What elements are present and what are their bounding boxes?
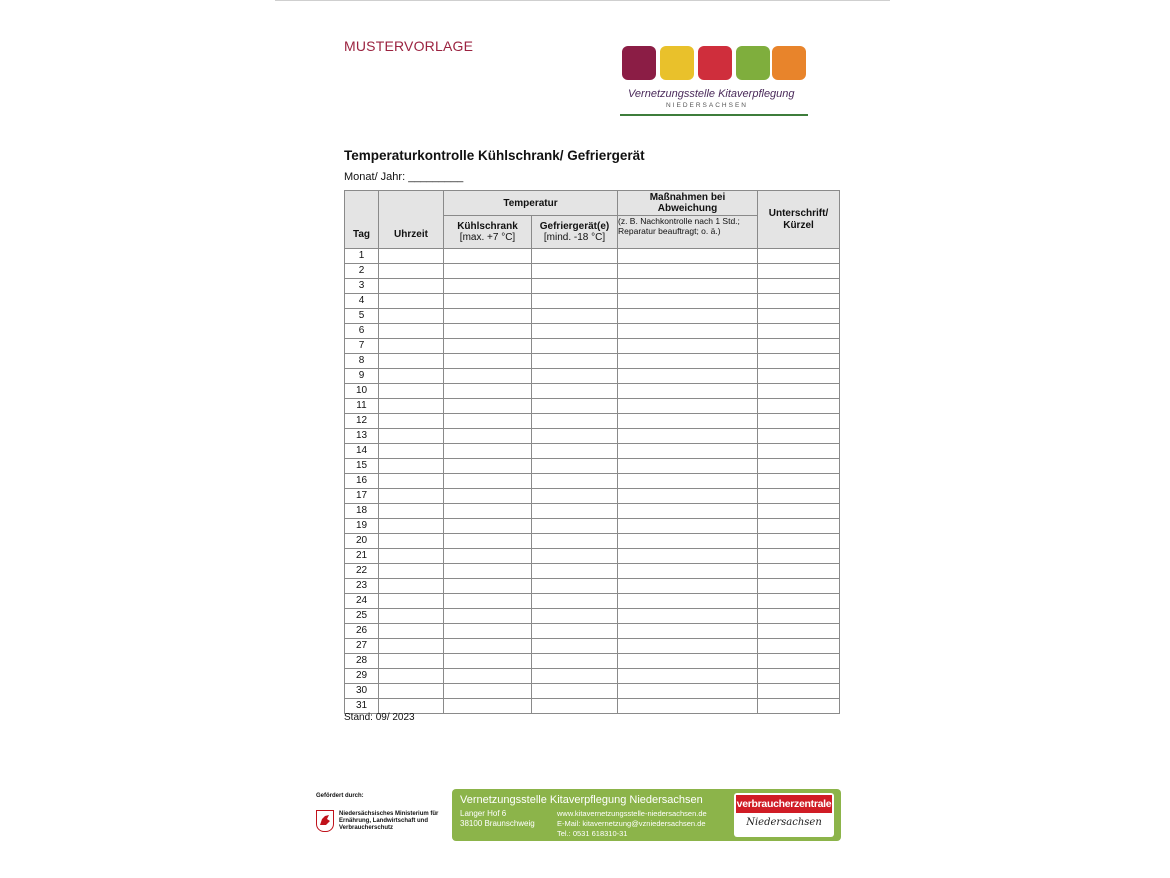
fridge-temp-cell[interactable] bbox=[444, 279, 532, 294]
freezer-temp-cell[interactable] bbox=[532, 354, 618, 369]
table-row bbox=[345, 369, 840, 384]
signature-cell[interactable] bbox=[758, 414, 840, 429]
fridge-temp-cell[interactable] bbox=[444, 369, 532, 384]
day-cell: 18 bbox=[345, 504, 379, 519]
measures-cell[interactable] bbox=[618, 324, 758, 339]
freezer-temp-cell[interactable] bbox=[532, 399, 618, 414]
day-cell: 24 bbox=[345, 594, 379, 609]
signature-cell[interactable] bbox=[758, 399, 840, 414]
time-cell[interactable] bbox=[379, 624, 444, 639]
freezer-temp-cell[interactable] bbox=[532, 594, 618, 609]
measures-cell[interactable] bbox=[618, 669, 758, 684]
day-cell: 31 bbox=[345, 699, 379, 714]
document-title: Temperaturkontrolle Kühlschrank/ Gefriergerät bbox=[344, 148, 645, 163]
table-row bbox=[345, 564, 840, 579]
signature-cell[interactable] bbox=[758, 549, 840, 564]
measures-cell[interactable] bbox=[618, 639, 758, 654]
time-cell[interactable] bbox=[379, 669, 444, 684]
signature-cell[interactable] bbox=[758, 669, 840, 684]
measures-cell[interactable] bbox=[618, 399, 758, 414]
fridge-temp-cell[interactable] bbox=[444, 504, 532, 519]
table-row bbox=[345, 684, 840, 699]
header-gefriergeraet bbox=[532, 216, 618, 249]
freezer-temp-cell[interactable] bbox=[532, 444, 618, 459]
measures-cell[interactable] bbox=[618, 549, 758, 564]
day-cell: 25 bbox=[345, 609, 379, 624]
day-cell: 14 bbox=[345, 444, 379, 459]
freezer-temp-cell[interactable] bbox=[532, 684, 618, 699]
signature-cell[interactable] bbox=[758, 609, 840, 624]
header-massnahmen-note: (z. B. Nachkontrolle nach 1 Std.; Reparatur beauftragt; o. ä.) bbox=[618, 216, 758, 249]
vz-region: Niedersachsen bbox=[746, 817, 822, 828]
table-row bbox=[345, 549, 840, 564]
logo-square-pot-icon bbox=[772, 46, 806, 80]
freezer-temp-cell[interactable] bbox=[532, 414, 618, 429]
freezer-temp-cell[interactable] bbox=[532, 279, 618, 294]
temperature-table bbox=[344, 190, 840, 714]
freezer-temp-cell[interactable] bbox=[532, 459, 618, 474]
fridge-temp-cell[interactable] bbox=[444, 324, 532, 339]
freezer-temp-cell[interactable] bbox=[532, 564, 618, 579]
day-cell: 27 bbox=[345, 639, 379, 654]
time-cell[interactable] bbox=[379, 249, 444, 264]
template-label: MUSTERVORLAGE bbox=[344, 38, 474, 54]
table-row bbox=[345, 579, 840, 594]
table-row bbox=[345, 594, 840, 609]
time-cell[interactable] bbox=[379, 339, 444, 354]
table-row bbox=[345, 609, 840, 624]
day-cell: 11 bbox=[345, 399, 379, 414]
freezer-temp-cell[interactable] bbox=[532, 549, 618, 564]
day-cell: 8 bbox=[345, 354, 379, 369]
fridge-temp-cell[interactable] bbox=[444, 249, 532, 264]
time-cell[interactable] bbox=[379, 399, 444, 414]
contact-website[interactable]: www.kitavernetzungsstelle-niedersachsen.de bbox=[557, 809, 707, 818]
fridge-temp-cell[interactable] bbox=[444, 399, 532, 414]
time-cell[interactable] bbox=[379, 609, 444, 624]
table-row bbox=[345, 324, 840, 339]
time-cell[interactable] bbox=[379, 264, 444, 279]
logo-text: Vernetzungsstelle Kitaverpflegung bbox=[628, 88, 795, 100]
header-kuehlschrank-limit: [max. +7 °C] bbox=[459, 232, 516, 243]
measures-cell[interactable] bbox=[618, 579, 758, 594]
fridge-temp-cell[interactable] bbox=[444, 489, 532, 504]
signature-cell[interactable] bbox=[758, 384, 840, 399]
niedersachsen-horse-icon bbox=[316, 810, 334, 832]
freezer-temp-cell[interactable] bbox=[532, 699, 618, 714]
time-cell[interactable] bbox=[379, 504, 444, 519]
freezer-temp-cell[interactable] bbox=[532, 264, 618, 279]
header-gefriergeraet-limit: [mind. -18 °C] bbox=[543, 232, 606, 243]
fridge-temp-cell[interactable] bbox=[444, 339, 532, 354]
table-row bbox=[345, 444, 840, 459]
contact-box bbox=[452, 789, 841, 841]
measures-cell[interactable] bbox=[618, 264, 758, 279]
signature-cell[interactable] bbox=[758, 444, 840, 459]
freezer-temp-cell[interactable] bbox=[532, 654, 618, 669]
freezer-temp-cell[interactable] bbox=[532, 624, 618, 639]
time-cell[interactable] bbox=[379, 384, 444, 399]
freezer-temp-cell[interactable] bbox=[532, 249, 618, 264]
time-cell[interactable] bbox=[379, 324, 444, 339]
fridge-temp-cell[interactable] bbox=[444, 264, 532, 279]
time-cell[interactable] bbox=[379, 444, 444, 459]
table-row bbox=[345, 384, 840, 399]
logo-square-cutlery-icon bbox=[660, 46, 694, 80]
day-cell: 26 bbox=[345, 624, 379, 639]
freezer-temp-cell[interactable] bbox=[532, 339, 618, 354]
time-cell[interactable] bbox=[379, 594, 444, 609]
table-row bbox=[345, 639, 840, 654]
signature-cell[interactable] bbox=[758, 354, 840, 369]
funded-by-label: Gefördert durch: bbox=[316, 793, 364, 799]
contact-address bbox=[460, 809, 535, 829]
signature-cell[interactable] bbox=[758, 654, 840, 669]
logo-square-people-icon bbox=[698, 46, 732, 80]
table-row bbox=[345, 699, 840, 714]
day-cell: 12 bbox=[345, 414, 379, 429]
measures-cell[interactable] bbox=[618, 294, 758, 309]
fridge-temp-cell[interactable] bbox=[444, 309, 532, 324]
table-row bbox=[345, 489, 840, 504]
signature-cell[interactable] bbox=[758, 519, 840, 534]
day-cell: 3 bbox=[345, 279, 379, 294]
day-cell: 19 bbox=[345, 519, 379, 534]
time-cell[interactable] bbox=[379, 294, 444, 309]
time-cell[interactable] bbox=[379, 489, 444, 504]
fridge-temp-cell[interactable] bbox=[444, 579, 532, 594]
day-cell: 30 bbox=[345, 684, 379, 699]
table-body bbox=[345, 249, 840, 714]
fridge-temp-cell[interactable] bbox=[444, 354, 532, 369]
freezer-temp-cell[interactable] bbox=[532, 669, 618, 684]
contact-title: Vernetzungsstelle Kitaverpflegung Niedersachsen bbox=[460, 794, 703, 806]
time-cell[interactable] bbox=[379, 459, 444, 474]
measures-cell[interactable] bbox=[618, 339, 758, 354]
measures-cell[interactable] bbox=[618, 594, 758, 609]
fridge-temp-cell[interactable] bbox=[444, 549, 532, 564]
fridge-temp-cell[interactable] bbox=[444, 414, 532, 429]
measures-cell[interactable] bbox=[618, 309, 758, 324]
day-cell: 2 bbox=[345, 264, 379, 279]
table-row bbox=[345, 534, 840, 549]
fridge-temp-cell[interactable] bbox=[444, 624, 532, 639]
time-cell[interactable] bbox=[379, 579, 444, 594]
signature-cell[interactable] bbox=[758, 474, 840, 489]
header-kuehlschrank-label: Kühlschrank bbox=[457, 221, 518, 232]
day-cell: 21 bbox=[345, 549, 379, 564]
freezer-temp-cell[interactable] bbox=[532, 369, 618, 384]
freezer-temp-cell[interactable] bbox=[532, 534, 618, 549]
freezer-temp-cell[interactable] bbox=[532, 309, 618, 324]
table-row bbox=[345, 459, 840, 474]
month-year-field[interactable]: Monat/ Jahr: _________ bbox=[344, 171, 464, 183]
signature-cell[interactable] bbox=[758, 579, 840, 594]
day-cell: 29 bbox=[345, 669, 379, 684]
measures-cell[interactable] bbox=[618, 474, 758, 489]
signature-cell[interactable] bbox=[758, 459, 840, 474]
measures-cell[interactable] bbox=[618, 489, 758, 504]
time-cell[interactable] bbox=[379, 429, 444, 444]
fridge-temp-cell[interactable] bbox=[444, 384, 532, 399]
signature-cell[interactable] bbox=[758, 564, 840, 579]
time-cell[interactable] bbox=[379, 369, 444, 384]
fridge-temp-cell[interactable] bbox=[444, 684, 532, 699]
address-line-1: Langer Hof 6 bbox=[460, 809, 507, 818]
signature-cell[interactable] bbox=[758, 339, 840, 354]
logo-subtext: NIEDERSACHSEN bbox=[666, 102, 748, 109]
measures-cell[interactable] bbox=[618, 609, 758, 624]
signature-cell[interactable] bbox=[758, 504, 840, 519]
measures-cell[interactable] bbox=[618, 414, 758, 429]
signature-cell[interactable] bbox=[758, 264, 840, 279]
measures-cell[interactable] bbox=[618, 459, 758, 474]
table-row bbox=[345, 309, 840, 324]
signature-cell[interactable] bbox=[758, 249, 840, 264]
fridge-temp-cell[interactable] bbox=[444, 459, 532, 474]
signature-cell[interactable] bbox=[758, 279, 840, 294]
day-cell: 5 bbox=[345, 309, 379, 324]
time-cell[interactable] bbox=[379, 414, 444, 429]
freezer-temp-cell[interactable] bbox=[532, 609, 618, 624]
fridge-temp-cell[interactable] bbox=[444, 669, 532, 684]
signature-cell[interactable] bbox=[758, 294, 840, 309]
day-cell: 23 bbox=[345, 579, 379, 594]
time-cell[interactable] bbox=[379, 639, 444, 654]
contact-phone: Tel.: 0531 618310-31 bbox=[557, 829, 628, 838]
freezer-temp-cell[interactable] bbox=[532, 474, 618, 489]
time-cell[interactable] bbox=[379, 354, 444, 369]
logo-square-speech-icon bbox=[622, 46, 656, 80]
measures-cell[interactable] bbox=[618, 384, 758, 399]
signature-cell[interactable] bbox=[758, 684, 840, 699]
time-cell[interactable] bbox=[379, 684, 444, 699]
table-row bbox=[345, 279, 840, 294]
measures-cell[interactable] bbox=[618, 369, 758, 384]
signature-cell[interactable] bbox=[758, 429, 840, 444]
time-cell[interactable] bbox=[379, 549, 444, 564]
table-row bbox=[345, 429, 840, 444]
fridge-temp-cell[interactable] bbox=[444, 474, 532, 489]
fridge-temp-cell[interactable] bbox=[444, 609, 532, 624]
table-row bbox=[345, 504, 840, 519]
signature-cell[interactable] bbox=[758, 369, 840, 384]
time-cell[interactable] bbox=[379, 519, 444, 534]
fridge-temp-cell[interactable] bbox=[444, 429, 532, 444]
measures-cell[interactable] bbox=[618, 504, 758, 519]
table-row bbox=[345, 414, 840, 429]
freezer-temp-cell[interactable] bbox=[532, 639, 618, 654]
measures-cell[interactable] bbox=[618, 444, 758, 459]
vz-brand: verbraucherzentrale bbox=[736, 795, 832, 813]
day-cell: 4 bbox=[345, 294, 379, 309]
day-cell: 7 bbox=[345, 339, 379, 354]
freezer-temp-cell[interactable] bbox=[532, 579, 618, 594]
day-cell: 20 bbox=[345, 534, 379, 549]
header-unterschrift: Unterschrift/ Kürzel bbox=[758, 191, 840, 249]
measures-cell[interactable] bbox=[618, 699, 758, 714]
header-gefriergeraet-label: Gefriergerät(e) bbox=[539, 221, 610, 232]
measures-cell[interactable] bbox=[618, 279, 758, 294]
header-kuehlschrank bbox=[444, 216, 532, 249]
day-cell: 13 bbox=[345, 429, 379, 444]
signature-cell[interactable] bbox=[758, 639, 840, 654]
contact-email[interactable]: E-Mail: kitavernetzung@vzniedersachsen.de bbox=[557, 819, 706, 828]
fridge-temp-cell[interactable] bbox=[444, 699, 532, 714]
time-cell[interactable] bbox=[379, 309, 444, 324]
measures-cell[interactable] bbox=[618, 624, 758, 639]
measures-cell[interactable] bbox=[618, 654, 758, 669]
verbraucherzentrale-logo bbox=[734, 793, 834, 837]
day-cell: 16 bbox=[345, 474, 379, 489]
signature-cell[interactable] bbox=[758, 624, 840, 639]
table-row bbox=[345, 249, 840, 264]
table-row bbox=[345, 519, 840, 534]
measures-cell[interactable] bbox=[618, 354, 758, 369]
measures-cell[interactable] bbox=[618, 564, 758, 579]
fridge-temp-cell[interactable] bbox=[444, 564, 532, 579]
time-cell[interactable] bbox=[379, 564, 444, 579]
time-cell[interactable] bbox=[379, 279, 444, 294]
table-row bbox=[345, 654, 840, 669]
fridge-temp-cell[interactable] bbox=[444, 294, 532, 309]
signature-cell[interactable] bbox=[758, 324, 840, 339]
signature-cell[interactable] bbox=[758, 309, 840, 324]
freezer-temp-cell[interactable] bbox=[532, 504, 618, 519]
signature-cell[interactable] bbox=[758, 699, 840, 714]
freezer-temp-cell[interactable] bbox=[532, 324, 618, 339]
signature-cell[interactable] bbox=[758, 534, 840, 549]
freezer-temp-cell[interactable] bbox=[532, 294, 618, 309]
time-cell[interactable] bbox=[379, 654, 444, 669]
day-cell: 22 bbox=[345, 564, 379, 579]
page-top-border bbox=[275, 0, 890, 1]
fridge-temp-cell[interactable] bbox=[444, 519, 532, 534]
table-row bbox=[345, 399, 840, 414]
fridge-temp-cell[interactable] bbox=[444, 444, 532, 459]
measures-cell[interactable] bbox=[618, 249, 758, 264]
fridge-temp-cell[interactable] bbox=[444, 654, 532, 669]
measures-cell[interactable] bbox=[618, 429, 758, 444]
signature-cell[interactable] bbox=[758, 489, 840, 504]
fridge-temp-cell[interactable] bbox=[444, 534, 532, 549]
freezer-temp-cell[interactable] bbox=[532, 429, 618, 444]
header-tag: Tag bbox=[345, 191, 379, 249]
table-row bbox=[345, 264, 840, 279]
header-temperatur: Temperatur bbox=[444, 191, 618, 216]
measures-cell[interactable] bbox=[618, 684, 758, 699]
day-cell: 1 bbox=[345, 249, 379, 264]
ministry-name: Niedersächsisches Ministerium für Ernährung, Landwirtschaft und Verbraucherschutz bbox=[339, 811, 439, 831]
header-uhrzeit: Uhrzeit bbox=[379, 191, 444, 249]
kitaverpflegung-logo bbox=[618, 44, 810, 118]
table-row bbox=[345, 294, 840, 309]
contact-details bbox=[557, 809, 707, 839]
table-row bbox=[345, 669, 840, 684]
time-cell[interactable] bbox=[379, 534, 444, 549]
table-row bbox=[345, 474, 840, 489]
stand-date: Stand: 09/ 2023 bbox=[344, 712, 415, 723]
fridge-temp-cell[interactable] bbox=[444, 639, 532, 654]
measures-cell[interactable] bbox=[618, 534, 758, 549]
day-cell: 28 bbox=[345, 654, 379, 669]
logo-underline bbox=[620, 114, 808, 116]
freezer-temp-cell[interactable] bbox=[532, 489, 618, 504]
time-cell[interactable] bbox=[379, 474, 444, 489]
signature-cell[interactable] bbox=[758, 594, 840, 609]
table-row bbox=[345, 624, 840, 639]
fridge-temp-cell[interactable] bbox=[444, 594, 532, 609]
freezer-temp-cell[interactable] bbox=[532, 384, 618, 399]
day-cell: 17 bbox=[345, 489, 379, 504]
freezer-temp-cell[interactable] bbox=[532, 519, 618, 534]
table-row bbox=[345, 339, 840, 354]
day-cell: 9 bbox=[345, 369, 379, 384]
logo-square-plate-icon bbox=[736, 46, 770, 80]
address-line-2: 38100 Braunschweig bbox=[460, 819, 535, 828]
measures-cell[interactable] bbox=[618, 519, 758, 534]
header-massnahmen: Maßnahmen bei Abweichung bbox=[618, 191, 758, 216]
table-row bbox=[345, 354, 840, 369]
day-cell: 15 bbox=[345, 459, 379, 474]
day-cell: 10 bbox=[345, 384, 379, 399]
day-cell: 6 bbox=[345, 324, 379, 339]
